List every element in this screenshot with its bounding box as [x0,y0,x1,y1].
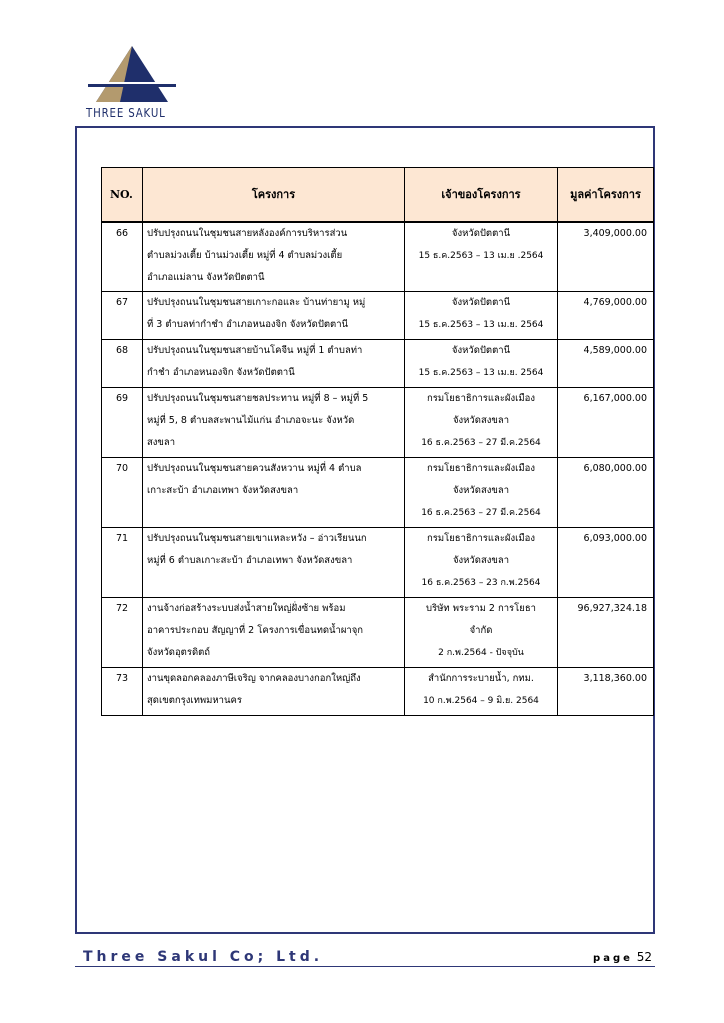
cell-value [558,388,654,458]
cell-project [143,598,405,668]
logo-text: THREE SAKUL [86,106,166,120]
row-number: 72 [115,603,129,614]
row-number: 68 [115,345,129,356]
cell-value [558,292,654,340]
cell-value [558,598,654,668]
header-owner: เจ้าของโครงการ [405,168,558,222]
page-number: 52 [636,950,652,964]
cell-no [102,222,143,292]
cell-no [102,598,143,668]
header-no: NO. [102,168,143,222]
cell-owner [405,668,558,716]
cell-project [143,388,405,458]
owner-period: 16 ธ.ค.2563 – 27 มี.ค.2564 [421,438,541,448]
owner-line: สำนักการระบายน้ำ, กทม. [428,673,534,684]
owner-line: จังหวัดปัตตานี [451,297,511,308]
table-row [102,598,654,668]
cell-value [558,458,654,528]
project-line: สงขลา [147,437,176,448]
project-value: 3,118,360.00 [583,673,647,684]
table-row [102,222,654,292]
cell-project [143,668,405,716]
owner-period: 15 ธ.ค.2563 – 13 เม.ย. 2564 [418,320,544,330]
project-line: จังหวัดอุตรดิตถ์ [147,647,211,658]
cell-project [143,292,405,340]
project-value: 6,167,000.00 [583,393,647,404]
table-row [102,668,654,716]
cell-value [558,222,654,292]
owner-line: จังหวัดสงขลา [452,415,510,426]
owner-line: กรมโยธาธิการและผังเมือง [426,393,535,404]
cell-no [102,292,143,340]
row-number: 67 [115,297,129,308]
header-value: มูลค่าโครงการ [558,168,654,222]
owner-period: 16 ธ.ค.2563 – 27 มี.ค.2564 [421,508,541,518]
header-project: โครงการ [143,168,405,222]
owner-period: 2 ก.พ.2564 - ปัจจุบัน [438,648,524,658]
project-value: 6,093,000.00 [583,533,647,544]
owner-period: 16 ธ.ค.2563 – 23 ก.พ.2564 [421,578,541,588]
project-line: อำเภอแม่ลาน จังหวัดปัตตานี [147,271,265,283]
cell-project [143,528,405,598]
project-value: 3,409,000.00 [583,227,647,239]
project-value: 4,589,000.00 [583,345,647,356]
owner-line: บริษัท พระราม 2 การโยธา [426,603,536,614]
projects-table [101,167,654,716]
row-number: 69 [115,393,129,404]
cell-no [102,388,143,458]
cell-owner [405,292,558,340]
project-line: ที่ 3 ตำบลท่ากำชำ อำเภอหนองจิก จังหวัดปัตตานี [147,319,349,330]
project-value: 4,769,000.00 [583,297,647,308]
cell-project [143,222,405,292]
cell-no [102,340,143,388]
project-line: ตำบลม่วงเตี้ย บ้านม่วงเตี้ย หมู่ที่ 4 ตำบลม่วงเตี้ย [147,249,343,261]
table-row [102,340,654,388]
logo-mark-icon [86,44,178,106]
project-line: ปรับปรุงถนนในชุมชนสายหลังองค์การบริหารส่วน [147,227,348,239]
cell-owner [405,340,558,388]
table-row [102,388,654,458]
project-line: ปรับปรุงถนนในชุมชนสายเกาะกอและ บ้านท่ายามู หมู่ [147,297,366,308]
owner-line: จังหวัดปัตตานี [451,345,511,356]
cell-value [558,340,654,388]
project-line: ปรับปรุงถนนในชุมชนสายชลประทาน หมู่ที่ 8 – หมู่ที่ 5 [147,393,369,404]
cell-owner [405,528,558,598]
cell-project [143,340,405,388]
project-line: งานจ้างก่อสร้างระบบส่งน้ำสายใหญ่ฝั่งซ้าย พร้อม [147,603,346,614]
footer-rule [75,966,655,967]
project-line: หมู่ที่ 6 ตำบลเกาะสะบ้า อำเภอเทพา จังหวัดสงขลา [147,555,353,566]
project-value: 96,927,324.18 [577,603,647,614]
project-line: สุดเขตกรุงเทพมหานคร [147,695,242,706]
table-row [102,528,654,598]
table-header-row [102,168,654,222]
cell-no [102,668,143,716]
owner-line: จำกัด [469,625,493,636]
project-line: งานขุดลอกคลองภาษีเจริญ จากคลองบางกอกใหญ่ถึง [147,673,361,684]
project-line: กำชำ อำเภอหนองจิก จังหวัดปัตตานี [147,367,295,378]
project-line: อาคารประกอบ สัญญาที่ 2 โครงการเขื่อนทดน้ำผาจุก [147,625,364,636]
cell-value [558,528,654,598]
table-row [102,458,654,528]
owner-line: จังหวัดสงขลา [452,555,510,566]
row-number: 70 [115,463,129,474]
cell-owner [405,388,558,458]
owner-period: 15 ธ.ค.2563 – 13 เม.ย .2564 [418,250,544,261]
cell-no [102,528,143,598]
table-row [102,292,654,340]
project-line: ปรับปรุงถนนในชุมชนสายบ้านโคจีน หมู่ที่ 1 ตำบลท่า [147,345,363,356]
owner-line: จังหวัดปัตตานี [451,227,511,239]
project-line: เกาะสะบ้า อำเภอเทพา จังหวัดสงขลา [147,485,299,496]
row-number: 66 [115,227,129,239]
page-label: page [593,953,633,964]
project-value: 6,080,000.00 [583,463,647,474]
cell-project [143,458,405,528]
company-logo [86,44,178,122]
owner-period: 15 ธ.ค.2563 – 13 เม.ย. 2564 [418,368,544,378]
cell-no [102,458,143,528]
cell-owner [405,222,558,292]
owner-line: กรมโยธาธิการและผังเมือง [426,463,535,474]
project-line: ปรับปรุงถนนในชุมชนสายเขาแหละหวัง – อ่าวเรียนนก [147,533,367,544]
cell-value [558,668,654,716]
owner-line: กรมโยธาธิการและผังเมือง [426,533,535,544]
owner-line: จังหวัดสงขลา [452,485,510,496]
project-line: หมู่ที่ 5, 8 ตำบลสะพานไม้แก่น อำเภอจะนะ จังหวัด [147,415,355,426]
cell-owner [405,598,558,668]
page-indicator [593,950,652,964]
owner-period: 10 ก.พ.2564 – 9 มิ.ย. 2564 [423,696,539,706]
cell-owner [405,458,558,528]
company-name: Three Sakul Co; Ltd. [83,949,324,965]
row-number: 71 [115,533,129,544]
row-number: 73 [115,673,129,684]
project-line: ปรับปรุงถนนในชุมชนสายควนสังหวาน หมู่ที่ 4 ตำบล [147,463,362,474]
